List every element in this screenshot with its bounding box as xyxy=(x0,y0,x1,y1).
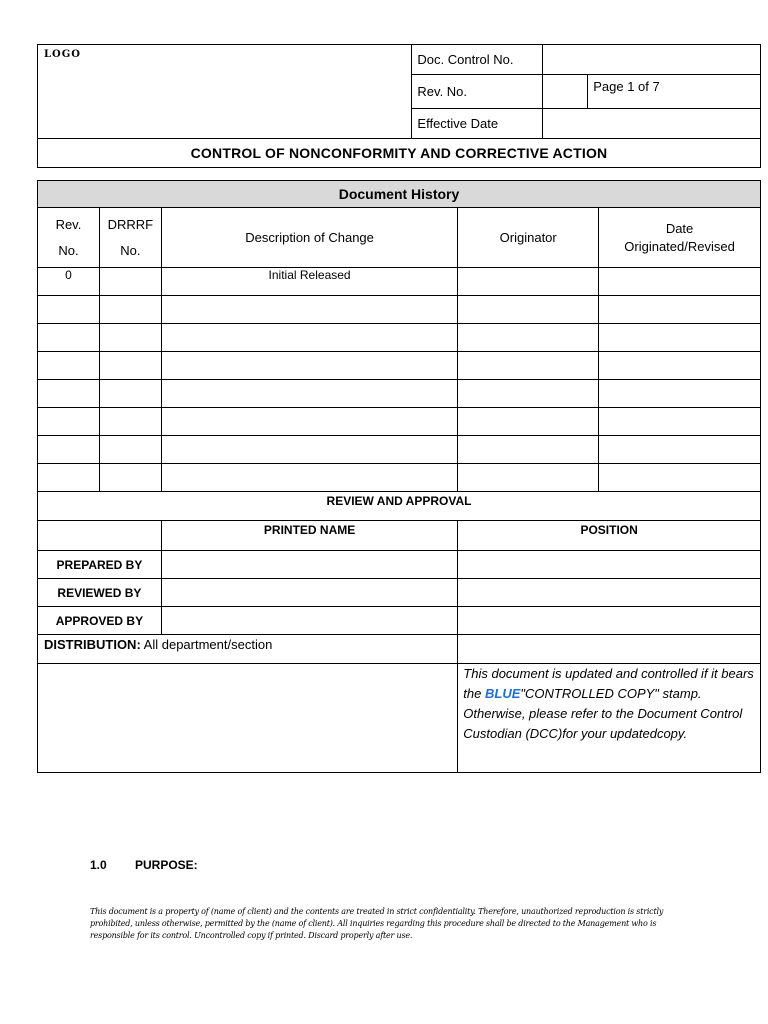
reviewed-by-name xyxy=(161,579,457,607)
col-description: Description of Change xyxy=(161,208,457,268)
cell xyxy=(99,352,161,380)
prepared-by-name xyxy=(161,551,457,579)
cell xyxy=(458,464,599,492)
doc-control-label: Doc. Control No. xyxy=(412,45,543,75)
cell xyxy=(161,408,457,436)
reviewed-by-label: REVIEWED BY xyxy=(38,579,162,607)
cell xyxy=(38,408,100,436)
cell xyxy=(599,408,761,436)
document-title: CONTROL OF NONCONFORMITY AND CORRECTIVE ACTION xyxy=(38,139,761,168)
col-drrrf-top: DRRRF xyxy=(107,216,154,232)
purpose-label: PURPOSE: xyxy=(135,858,198,872)
history-row xyxy=(38,436,761,464)
document-history-table xyxy=(37,180,761,773)
confidentiality-footer: This document is a property of (name of client) and the contents are treated in strict confidentiality. Therefore, unauthorized reproduction is strictly prohibited, unless otherwise, permitted by the (name of client). All inquiries regarding this procedure shall be directed to the Management who is responsible for its control. Uncontrolled copy if printed. Discard properly after use. xyxy=(90,907,664,940)
cell xyxy=(99,436,161,464)
note-part1: This document is updated and controlled if it bears the xyxy=(463,666,754,701)
cell xyxy=(161,380,457,408)
cell xyxy=(99,408,161,436)
cell xyxy=(161,464,457,492)
logo-cell xyxy=(38,45,412,139)
cell xyxy=(99,380,161,408)
cell xyxy=(161,324,457,352)
distribution-label: DISTRIBUTION: xyxy=(44,637,141,652)
approved-by-name xyxy=(161,607,457,635)
prepared-by-label: PREPARED BY xyxy=(38,551,162,579)
purpose-number: 1.0 xyxy=(90,858,107,872)
cell xyxy=(161,352,457,380)
cell xyxy=(458,408,599,436)
distribution-cell xyxy=(38,635,458,664)
cell xyxy=(599,464,761,492)
history-row xyxy=(38,408,761,436)
history-row xyxy=(38,268,761,296)
cell xyxy=(458,352,599,380)
cell xyxy=(599,380,761,408)
effective-date-value xyxy=(543,109,761,139)
col-date xyxy=(599,208,761,268)
page-info: Page 1 of 7 xyxy=(588,75,761,109)
history-row xyxy=(38,296,761,324)
history-row xyxy=(38,464,761,492)
col-rev-bottom: No. xyxy=(58,242,79,258)
cell xyxy=(161,296,457,324)
rev-label: Rev. No. xyxy=(412,75,543,109)
col-date-top: Date xyxy=(665,220,694,236)
cell xyxy=(599,324,761,352)
logo-text: LOGO xyxy=(44,49,81,60)
cell xyxy=(38,464,100,492)
row-description: Initial Released xyxy=(161,268,457,296)
document-header xyxy=(37,44,761,168)
signoff-row xyxy=(38,551,761,579)
cell xyxy=(599,296,761,324)
col-drrrf-no xyxy=(99,208,161,268)
cell xyxy=(99,324,161,352)
cell xyxy=(161,436,457,464)
distribution-blank xyxy=(458,635,761,664)
signoff-row xyxy=(38,607,761,635)
approved-by-label: APPROVED BY xyxy=(38,607,162,635)
reviewed-by-position xyxy=(458,579,761,607)
distribution-value: All department/section xyxy=(140,637,273,652)
note-blue: BLUE xyxy=(484,686,521,701)
prepared-by-position xyxy=(458,551,761,579)
cell xyxy=(99,464,161,492)
cell xyxy=(38,324,100,352)
col-date-bottom: Originated/Revised xyxy=(624,238,735,254)
purpose-heading xyxy=(90,858,198,872)
cell xyxy=(458,324,599,352)
cell xyxy=(458,380,599,408)
cell xyxy=(38,436,100,464)
history-row xyxy=(38,324,761,352)
review-corner-cell xyxy=(38,521,162,551)
cell xyxy=(99,296,161,324)
note-part2: "CONTROLLED COPY" stamp. Otherwise, please refer to the Document Control Custodian (DCC)for your updatedcopy. xyxy=(463,686,743,741)
cell xyxy=(38,380,100,408)
history-row xyxy=(38,380,761,408)
doc-control-value xyxy=(543,45,761,75)
row-drrrf xyxy=(99,268,161,296)
position-header: POSITION xyxy=(458,521,761,551)
col-drrrf-bottom: No. xyxy=(120,242,141,258)
controlled-copy-note xyxy=(458,664,761,773)
approved-by-position xyxy=(458,607,761,635)
cell xyxy=(599,436,761,464)
cell xyxy=(38,352,100,380)
signoff-row xyxy=(38,579,761,607)
cell xyxy=(599,352,761,380)
col-rev-no xyxy=(38,208,100,268)
col-rev-top: Rev. xyxy=(55,216,82,232)
cell xyxy=(458,296,599,324)
row-rev: 0 xyxy=(38,268,100,296)
review-section-title: REVIEW AND APPROVAL xyxy=(38,492,761,521)
col-originator: Originator xyxy=(458,208,599,268)
rev-value xyxy=(543,75,588,109)
printed-name-header: PRINTED NAME xyxy=(161,521,457,551)
history-section-title: Document History xyxy=(38,181,761,208)
row-date xyxy=(599,268,761,296)
cell xyxy=(458,436,599,464)
history-row xyxy=(38,352,761,380)
effective-date-label: Effective Date xyxy=(412,109,543,139)
row-originator xyxy=(458,268,599,296)
cell xyxy=(38,296,100,324)
note-blank xyxy=(38,664,458,773)
